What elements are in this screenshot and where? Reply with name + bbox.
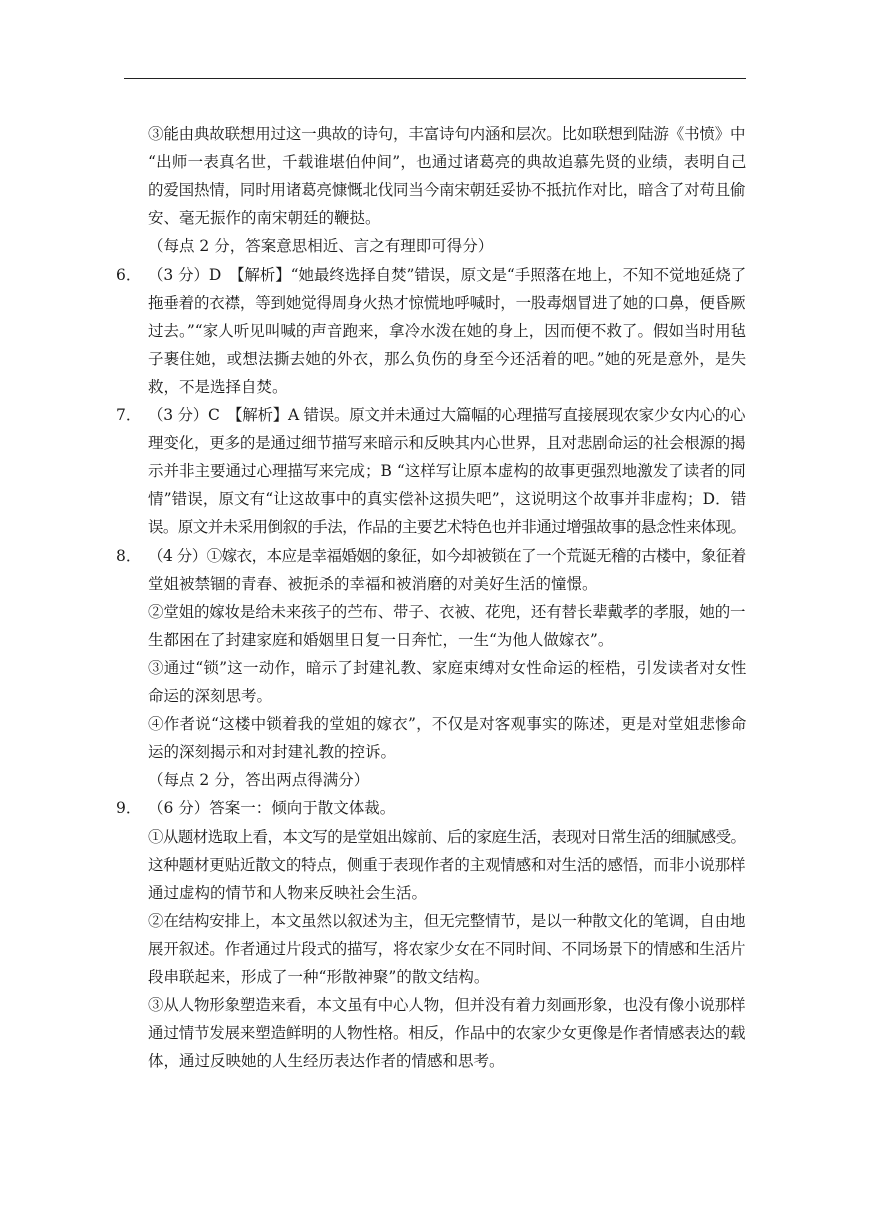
question-number: 9． — [116, 799, 142, 818]
text-line: 命运的深刻思考。 — [148, 687, 273, 705]
text-line: ②在结构安排上，本文虽然以叙述为主，但无完整情节，是以一种散文化的笔调，自由地 — [148, 911, 746, 930]
text-line: ②堂姐的嫁妆是给未来孩子的苎布、带子、衣被、花兜，还有替长辈戴孝的孝服，她的一 — [148, 602, 746, 621]
text-line: 段串联起来，形成了一种“形散神聚”的散文结构。 — [148, 968, 490, 986]
text-line: 堂姐被禁锢的青春、被扼杀的幸福和被消磨的对美好生活的憧憬。 — [148, 574, 598, 593]
text-line: 救，不是选择自焚。 — [148, 377, 288, 396]
text-line: 示并非主要通过心理描写来完成；B “这样写让原本虚构的故事更强烈地激发了读者的同 — [148, 462, 746, 481]
text-line: （3 分）D 【解析】“她最终选择自焚”错误，原文是“手照落在地上，不知不觉地延烧了 — [148, 265, 747, 284]
text-line: ③通过“锁”这一动作，暗示了封建礼教、家庭束缚对女性命运的桎梏，引发读者对女性 — [148, 658, 747, 677]
text-line: 子裹住她，或想法撕去她的外衣，那么负伤的身至今还活着的吧。”她的死是意外，是失 — [148, 349, 747, 368]
text-line: 理变化，更多的是通过细节描写来暗示和反映其内心世界，且对悲剧命运的社会根源的揭 — [148, 434, 746, 453]
text-line: 拖垂着的衣襟，等到她觉得周身火热才惊慌地呼喊时，一股毒烟冒进了她的口鼻，便昏厥 — [148, 293, 746, 312]
text-line: 过去。”“家人听见叫喊的声音跑来，拿冷水泼在她的身上，因而便不救了。假如当时用毡 — [148, 321, 747, 340]
text-line: ③从人物形象塑造来看，本文虽有中心人物，但并没有着力刻画形象，也没有像小说那样 — [148, 996, 746, 1015]
text-line: 的爱国热情，同时用诸葛亮慷慨北伐同当今南宋朝廷妥协不抵抗作对比，暗含了对苟且偷 — [148, 181, 746, 200]
text-line: ④作者说“这楼中锁着我的堂姐的嫁衣”，不仅是对客观事实的陈述，更是对堂姐悲惨命 — [148, 715, 747, 734]
text-line: 运的深刻揭示和对封建礼教的控诉。 — [148, 743, 397, 762]
text-line: 生都困在了封建家庭和婚姻里日复一日奔忙，一生“为他人做嫁衣”。 — [148, 630, 614, 649]
question-number: 6． — [116, 265, 142, 284]
question-number: 8． — [116, 546, 142, 565]
text-line: （4 分）①嫁衣，本应是幸福婚姻的象征，如今却被锁在了一个荒诞无稽的古楼中，象征着 — [148, 546, 746, 565]
text-line: 体，通过反映她的人生经历表达作者的情感和思考。 — [148, 1052, 505, 1071]
text-line: 情”错误，原文有“让这故事中的真实偿补这损失吧”，这说明这个故事并非虚构；D．错 — [148, 490, 747, 509]
text-line: “出师一表真名世，千载谁堪伯仲间”，也通过诸葛亮的典故追慕先贤的业绩，表明自己 — [148, 153, 747, 172]
text-line: 通过虚构的情节和人物来反映社会生活。 — [148, 883, 428, 902]
text-line: （6 分）答案一：倾向于散文体裁。 — [148, 799, 396, 818]
text-line: （每点 2 分，答案意思相近、言之有理即可得分） — [148, 237, 494, 256]
text-line: 展开叙述。作者通过片段式的描写，将农家少女在不同时间、不同场景下的情感和生活片 — [148, 939, 746, 958]
text-line: ③能由典故联想用过这一典故的诗句，丰富诗句内涵和层次。比如联想到陆游《书愤》中 — [148, 125, 746, 143]
text-line: （3 分）C 【解析】A 错误。原文并未通过大篇幅的心理描写直接展现农家少女内心的心 — [148, 406, 746, 424]
text-line: 误。原文并未采用倒叙的手法，作品的主要艺术特色也并非通过增强故事的悬念性来体现。 — [148, 518, 746, 537]
text-line: ①从题材选取上看，本文写的是堂姐出嫁前、后的家庭生活，表现对日常生活的细腻感受。 — [148, 827, 746, 846]
text-line: 安、毫无振作的南宋朝廷的鞭挞。 — [148, 209, 381, 228]
text-line: 这种题材更贴近散文的特点，侧重于表现作者的主观情感和对生活的感悟，而非小说那样 — [148, 855, 746, 874]
header-rule — [124, 78, 746, 79]
text-line: （每点 2 分，答出两点得满分） — [148, 771, 370, 790]
text-line: 通过情节发展来塑造鲜明的人物性格。相反，作品中的农家少女更像是作者情感表达的载 — [148, 1024, 746, 1043]
question-number: 7． — [116, 406, 142, 424]
